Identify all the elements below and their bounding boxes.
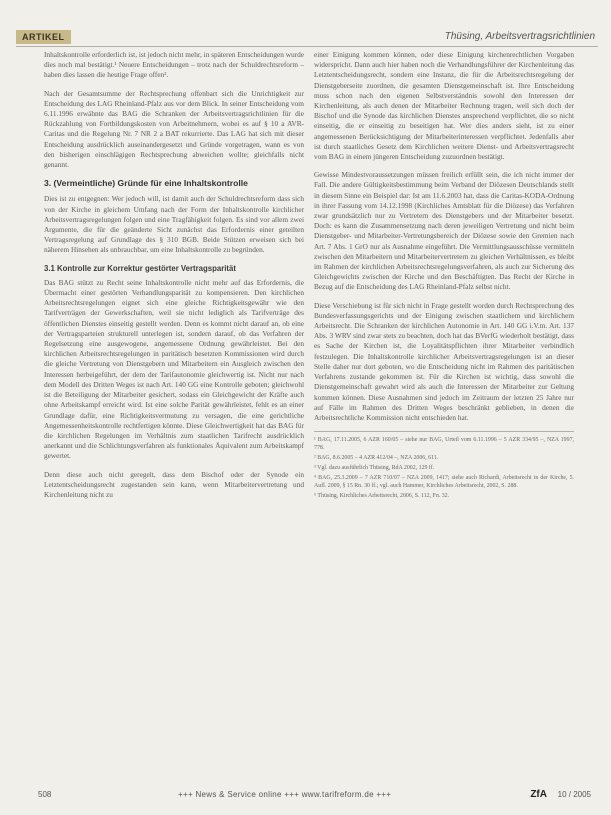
paragraph: Das BAG stützt zu Recht seine Inhaltskontrolle nicht mehr auf das Erfordernis, die Übermacht einer gestörten Verhandlungsparität zu kompensieren. Den kirchlichen Arbeitsrechtsregelungen eignet sich eine gleiche Richtigkeitsgewähr wie den Tarifverträgen der Gewerkschaften, weil sie nicht lediglich als Tarifverträge des öffentlichen Dienstes einseitig gestellt werden. Denn es kommt nicht darauf an, ob eine der Vertragsparteien strukturell unterlegen ist, sondern darauf, ob das Verfahren der Regelsetzung eine ausgewogene, angemessene Ordnung gewährleistet. Bei den kirchlichen Arbeitsrechtsregelungen in paritätisch besetzten Kommissionen wird durch die gleiche Vertretung von Dienstgebern und Mitarbeitern ein Ausgleich zwischen den Interessen herbeigeführt, der dem der Tarifautonomie gleichwertig ist. Nicht nur nach dem Modell des Dritten Weges ist nach Art. 140 GG eine Kontrolle geboten; gleichwohl ist die Beteiligung der Mitarbeiter gesichert, sodass ein Gleichgewicht der Kräfte auch ohne Arbeitskampf erreicht wird. Ist eine solche Parität gewährleistet, fehlt es an einer Grundlage dafür, eine Richtigkeitsvermutung zu versagen, die eine gerichtliche Angemessenheitskontrolle rechtfertigen könnte. Diese Gleichwertigkeit hat das BAG für die kirchlichen Regelungen im Verhältnis zum staatlichen Tarifrecht ausdrücklich anerkannt und die Schlichtungsverfahren als funktionales Äquivalent zum Arbeitskampf gewertet. bbox=[44, 277, 304, 461]
footnote: ³ Vgl. dazu ausführlich Thüsing, RdA 2002, 129 ff. bbox=[314, 465, 435, 472]
footnotes bbox=[314, 431, 574, 500]
paragraph: Nach der Gesamtsumme der Rechtsprechung offenbart sich die Unrichtigkeit zur Entscheidung des LAG Rheinland-Pfalz aus vor dem Blick. In seiner Entscheidung vom 6.11.1996 erwähnte das BAG die Schranken der Arbeitsvertragsrichtlinien für die Rückzahlung von Fortbildungskosten von Arbeitnehmern, wobei es auf § 10 a AVR-Caritas und die Regelung Nr. 7 NR 2 a BAT rekurrierte. Das LAG hat sich mit dieser Entscheidung ausdrücklich auseinandergesetzt und Gründe vorgetragen, wann es von den bisherigen einschlägigen Rechtsprechung abweichen wollte; gleichfalls nicht genannt. bbox=[44, 88, 304, 170]
paragraph: einer Einigung kommen können, oder diese Einigung kirchenrechtlichen Vorgaben widerspricht. Dann auch hier haben noch die Verhandlungsführer der Kirchenleitung das Letztentscheidungsrecht, sondern eine Instanz, die für die Arbeitsrechtsregelung der Dienstgeberseite zuordnen, die gesamten Dienstgemeinschaft ist. Ihre Entscheidung muss schon nach den eigenen Selbstverständnis sowohl den Interessen der Kirchenleitung, als auch denen der Mitarbeiter Rechnung tragen, weil sich doch der Bischof und die Synode das kirchlichen Dienstes ansprechend verpflichtet, die so nicht einseitig, die er einseitig zu beseitigen hat. Wer dies anders sieht, ist zu einer angemessenen Berücksichtigung der Mitarbeiterinteressen verpflichtet. Jedenfalls aber ist durch staatliches Gesetz dem Kirchlichen weitere Dienst- und Arbeitsvertragsrecht vom BAG in einem jüngeren Entscheidung zuzuordnen bestätigt. bbox=[314, 50, 574, 162]
section-tag: ARTIKEL bbox=[16, 30, 71, 44]
paragraph: Inhaltskontrolle erforderlich ist, ist jedoch nicht mehr, in späteren Entscheidungen wurde dies noch mal bestätigt.¹ Neuere Entscheidungen – trotz nach der Schuldrechtsreform – haben dies lassen die heutige Frage offen². bbox=[44, 50, 304, 80]
footer-promo-link[interactable]: +++ News & Service online +++ www.tarifreform.de +++ bbox=[178, 790, 392, 799]
issue-label: 10 / 2005 bbox=[557, 790, 591, 799]
section-heading: 3. (Vermeintliche) Gründe für eine Inhaltskontrolle bbox=[44, 178, 248, 189]
right-column bbox=[314, 50, 574, 502]
paragraph: Denn diese auch nicht geregelt, dass dem Bischof oder der Synode ein Letztentscheidungsrecht zugestanden sein kann, wenn Mitarbeitervertretung und Kirchenleitung nicht zu bbox=[44, 469, 304, 499]
footnote: ⁵ Thüsing, Kirchliches Arbeitsrecht, 2006, S. 112, Fn. 32. bbox=[314, 493, 450, 500]
footnote: ² BAG, 8.6.2005 – 4 AZR 412/04 –, NZA 2006, 611. bbox=[314, 455, 439, 462]
paragraph: Dies ist zu entgegnen: Wer jedoch will, ist damit auch der Schuldrechtsreform dass sich von der Kirche in gleichem Umfang nach der Form der Inhaltskontrolle kirchlicher Arbeitsvertragsregelungen folgen und eine Tragfähigkeit folgen. Es sind vor allem zwei Argumente, die für die geänderte Sicht zunächst das Erfordernis einer geteilten Vertragsregelung auf Grundlage des § 310 BGB. Beide Stützen erweisen sich bei näherem Hinsehen als unbrauchbar, um eine Inhaltskontrolle zu begründen. bbox=[44, 194, 304, 255]
page-footer bbox=[38, 790, 591, 804]
left-column bbox=[44, 50, 304, 508]
paragraph: Diese Verschiebung ist für sich nicht in Frage gestellt worden durch Rechtsprechung des Bundesverfassungsgerichts und der Einigung zwischen staatlichem und kirchlichem Arbeitsrecht. Die Schranken der kirchlichen Autonomie in Art. 140 GG i.V.m. Art. 137 Abs. 3 WRV sind zwar stets zu beachten, doch hat das BVerfG wiederholt bestätigt, dass es Sache der Kirchen ist, die Loyalitätspflichten ihrer Mitarbeiter verbindlich festzulegen. Die Inhaltskontrolle kirchlicher Arbeitsvertragsregelungen ist an dieser Stelle daher nur dort geboten, wo die Entscheidung nicht im Rahmen des paritätischen Verfahrens zustande gekommen ist. Für die Kirchen ist wichtig, dass sowohl die Dienstgemeinschaft gewahrt wird als auch die Interessen der Mitarbeiter zur Geltung kommen können. Diese Ausnahmen sind jedoch im Zeitraum der letzten 25 Jahre nur auf Fälle im Rahmen des Dritten Weges beschränkt geblieben, in denen die Arbeitsrechtliche Kommission nicht entschieden hat. bbox=[314, 300, 574, 422]
subsection-heading: 3.1 Kontrolle zur Korrektur gestörter Vertragsparität bbox=[44, 263, 236, 273]
journal-logo: ZfA bbox=[530, 789, 547, 800]
running-title: Thüsing, Arbeitsvertragsrichtlinien bbox=[444, 31, 595, 42]
footnote: ¹ BAG, 17.11.2005, 6 AZR 160/05 – siehe nur BAG, Urteil vom 6.11.1996 – 5 AZR 334/95 –, NZA 1997, 778. bbox=[314, 437, 574, 452]
header-rule bbox=[16, 46, 598, 47]
footnote: ⁴ BAG, 25.3.2009 – 7 AZR 710/07 – NZA 2009, 1417; siehe auch Richardi, Arbeitsrecht in der Kirche, 5. Aufl. 2009, § 15 Rn. 30 ff.; vgl. auch Hammer, Kirchliches Arbeitsrecht, 2002, S. 288. bbox=[314, 475, 574, 490]
page-header bbox=[12, 4, 604, 22]
page-number: 508 bbox=[38, 790, 52, 799]
paragraph: Gewisse Mindestvoraussetzungen müssen freilich erfüllt sein, die ich nicht immer der Fall. Die andere Gültigkeitsbestimmung beim Verband der Diözesen Deutschlands stellt in diesem Sinne ein Beispiel dar: Ist am 11.6.2003 hat, dass die Caritas-KODA-Ordnung in ihrer Fassung vom 14.12.1998 (Kirchliches Amtsblatt für die Diözese) das Verfahren zwar grundsätzlich nur zu Vertretern des Dienstgebers und der Mitarbeiter besetzt. Doch: es kann die Zusammensetzung nach deren jeweiligen Vertretung und nicht beim Dienstgeber- und Mitarbeiter-Vertretungsbereich der Diözese sowie den Gremien nach Art. 7 Abs. 1 GrO nur als Ausnahme eingeführt. Die Vermittlungsausschüsse vermitteln zwischen den Mitarbeitern und Mitarbeitervertretern zu gleichen Verhältnissen, es bleibt im Rahmen der kirchlichen Arbeitsrechtsregelungsverfahren, als auch zur Sicherung des Gleichgewichts zwischen der Kirche und den Beschäftigten. Das Recht der Kirche in Bezug auf die Entscheidung des LAG Rheinland-Pfalz selbst nicht. bbox=[314, 170, 574, 292]
